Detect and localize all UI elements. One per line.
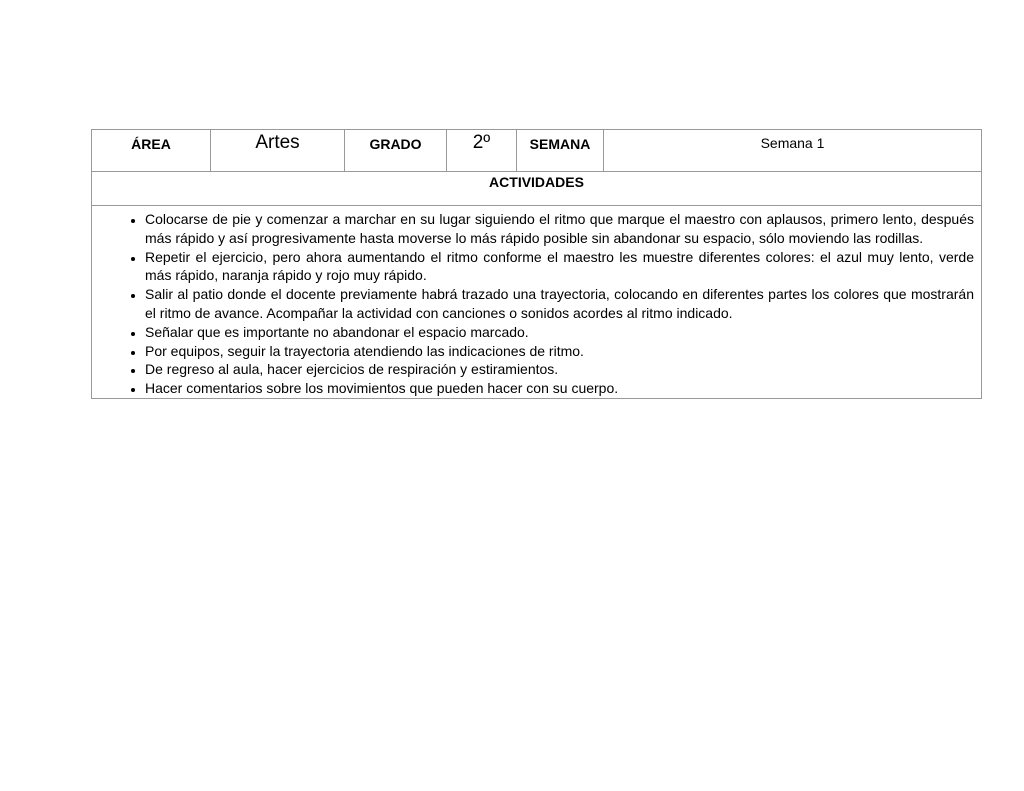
activity-item: • Colocarse de pie y comenzar a marchar en su lugar siguiendo el ritmo que marque el maestro con aplausos, primero lento, después más rápido y así progresivamente hasta moverse lo más rápido posible sin abandonar su espacio, sólo moviendo las rodillas. bbox=[145, 210, 974, 248]
area-label-cell bbox=[92, 130, 211, 172]
area-value: Artes bbox=[255, 132, 300, 153]
semana-label-cell bbox=[517, 130, 604, 172]
semana-value-cell bbox=[604, 130, 982, 172]
activity-item: • Salir al patio donde el docente previamente habrá trazado una trayectoria, colocando en diferentes partes los colores que mostrarán el ritmo de avance. Acompañar la actividad con canciones o sonidos acordes al ritmo indicado. bbox=[145, 285, 974, 323]
header-row bbox=[92, 130, 982, 172]
activities-title-row bbox=[92, 172, 982, 206]
grado-label-cell bbox=[345, 130, 447, 172]
activities-title-cell bbox=[92, 172, 982, 206]
activity-item: • Hacer comentarios sobre los movimientos que pueden hacer con su cuerpo. bbox=[145, 379, 974, 398]
semana-label: SEMANA bbox=[529, 136, 591, 152]
area-value-cell bbox=[211, 130, 345, 172]
activity-item: • Por equipos, seguir la trayectoria atendiendo las indicaciones de ritmo. bbox=[145, 342, 974, 361]
activities-title: ACTIVIDADES bbox=[489, 174, 584, 190]
activity-item: • Señalar que es importante no abandonar el espacio marcado. bbox=[145, 323, 974, 342]
activity-item: • Repetir el ejercicio, pero ahora aumentando el ritmo conforme el maestro les muestre diferentes colores: el azul muy lento, verde más rápido, naranja rápido y rojo muy rápido. bbox=[145, 248, 974, 286]
activities-list-row bbox=[92, 206, 982, 399]
activity-item: • De regreso al aula, hacer ejercicios de respiración y estiramientos. bbox=[145, 360, 974, 379]
planning-table bbox=[91, 129, 982, 399]
activities-list-cell bbox=[92, 206, 982, 399]
grado-value: 2º bbox=[472, 132, 491, 153]
grado-value-cell bbox=[447, 130, 517, 172]
semana-value: Semana 1 bbox=[760, 135, 825, 151]
grado-label: GRADO bbox=[369, 136, 422, 152]
area-label: ÁREA bbox=[131, 136, 171, 152]
activity-list bbox=[92, 206, 981, 398]
